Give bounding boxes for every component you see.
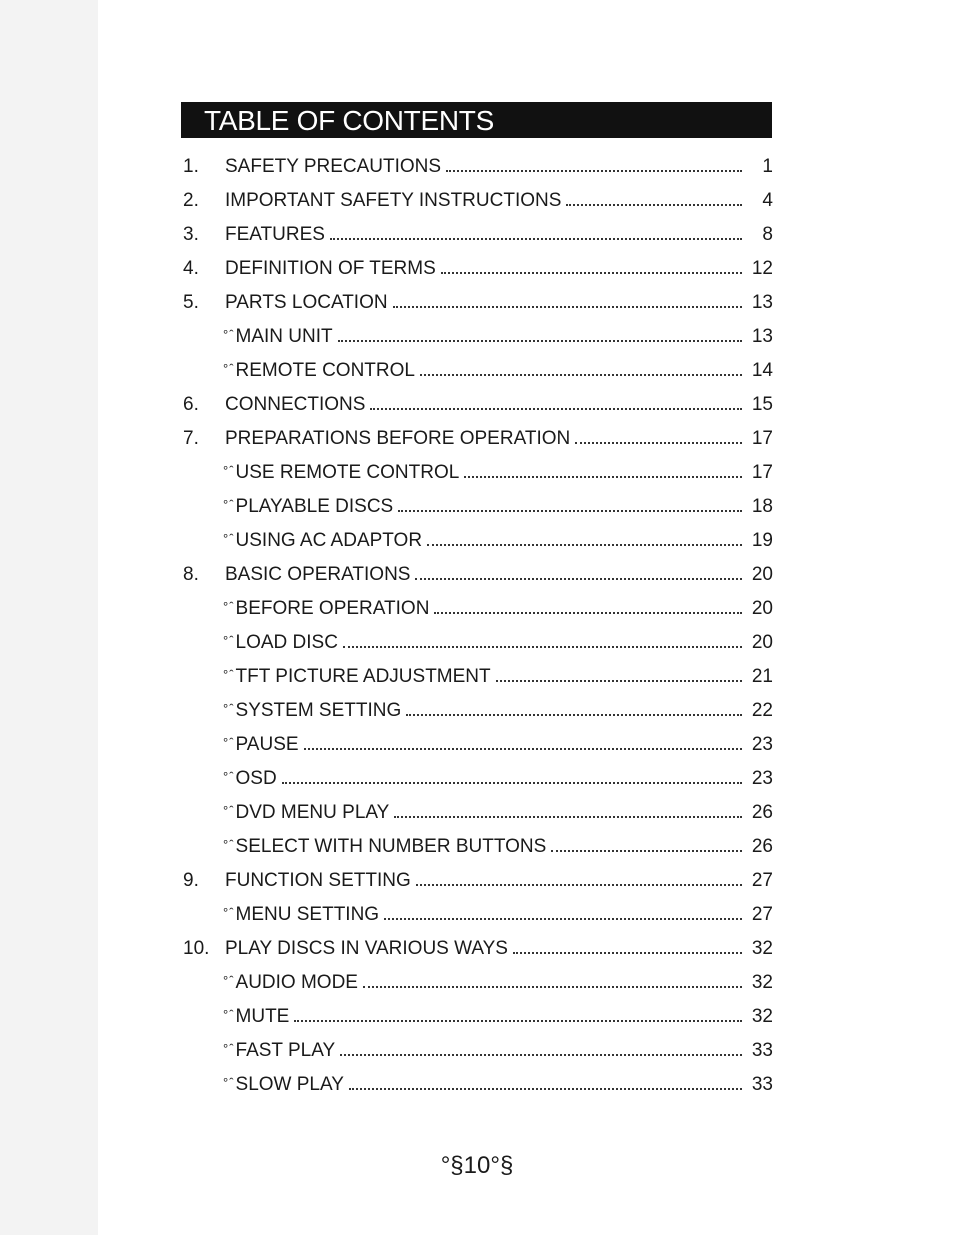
toc-entry-label: PAUSE <box>235 734 299 755</box>
toc-entry-label: SELECT WITH NUMBER BUTTONS <box>235 836 547 857</box>
toc-entry-number: 9. <box>183 870 199 891</box>
toc-entry-number: 1. <box>183 156 199 177</box>
toc-dot-leader <box>398 510 742 512</box>
page-number-footer: °§10°§ <box>440 1152 514 1179</box>
toc-dot-leader <box>370 408 742 410</box>
toc-entry-label: REMOTE CONTROL <box>235 360 415 381</box>
toc-entry[interactable] <box>181 218 773 252</box>
toc-dot-leader <box>340 1054 742 1056</box>
toc-entry-label: IMPORTANT SAFETY INSTRUCTIONS <box>225 190 562 211</box>
toc-entry-label: USE REMOTE CONTROL <box>235 462 460 483</box>
toc-dot-leader <box>464 476 742 478</box>
toc-dot-leader <box>349 1088 742 1090</box>
toc-dot-leader <box>282 782 742 784</box>
toc-header-bar <box>181 102 772 138</box>
toc-dot-leader <box>384 918 742 920</box>
toc-dot-leader <box>363 986 742 988</box>
toc-subentry[interactable] <box>181 524 773 558</box>
toc-entry[interactable] <box>181 184 773 218</box>
toc-bullet: °ˆ <box>223 598 235 614</box>
toc-entry-number: 2. <box>183 190 199 211</box>
toc-entry-page: 19 <box>751 530 773 551</box>
toc-entry-page: 14 <box>751 360 773 381</box>
toc-dot-leader <box>441 272 742 274</box>
toc-dot-leader <box>338 340 742 342</box>
toc-entry-number: 3. <box>183 224 199 245</box>
toc-entry-label: PLAY DISCS IN VARIOUS WAYS <box>225 938 508 959</box>
toc-entry-page: 22 <box>751 700 773 721</box>
toc-subentry[interactable] <box>181 1068 773 1102</box>
toc-entry-label: OSD <box>235 768 277 789</box>
toc-entry[interactable] <box>181 932 773 966</box>
toc-entry-label: DEFINITION OF TERMS <box>225 258 436 279</box>
toc-subentry[interactable] <box>181 354 773 388</box>
toc-entry-number: 10. <box>183 938 210 959</box>
toc-entry-page: 13 <box>751 292 773 313</box>
toc-subentry[interactable] <box>181 830 773 864</box>
toc-dot-leader <box>304 748 742 750</box>
toc-entry-page: 27 <box>751 904 773 925</box>
toc-entry[interactable] <box>181 388 773 422</box>
toc-entry-page: 23 <box>751 768 773 789</box>
toc-entry[interactable] <box>181 864 773 898</box>
toc-entry-label: CONNECTIONS <box>225 394 366 415</box>
toc-entry-label: TFT PICTURE ADJUSTMENT <box>235 666 491 687</box>
toc-subentry[interactable] <box>181 898 773 932</box>
toc-entry-label: MAIN UNIT <box>235 326 333 347</box>
toc-entry-page: 27 <box>751 870 773 891</box>
toc-entry-page: 12 <box>751 258 773 279</box>
toc-entry-page: 33 <box>751 1040 773 1061</box>
toc-list <box>181 150 773 1102</box>
toc-entry-label: PARTS LOCATION <box>225 292 388 313</box>
toc-dot-leader <box>446 170 742 172</box>
toc-entry-page: 26 <box>751 802 773 823</box>
toc-dot-leader <box>434 612 742 614</box>
toc-entry-number: 4. <box>183 258 199 279</box>
toc-dot-leader <box>551 850 742 852</box>
toc-entry[interactable] <box>181 558 773 592</box>
toc-bullet: °ˆ <box>223 768 235 784</box>
toc-entry-label: PREPARATIONS BEFORE OPERATION <box>225 428 571 449</box>
toc-bullet: °ˆ <box>223 802 235 818</box>
toc-subentry[interactable] <box>181 660 773 694</box>
toc-dot-leader <box>343 646 742 648</box>
toc-bullet: °ˆ <box>223 1074 235 1090</box>
toc-subentry[interactable] <box>181 456 773 490</box>
toc-entry-label: BASIC OPERATIONS <box>225 564 411 585</box>
toc-entry-label: SLOW PLAY <box>235 1074 344 1095</box>
toc-entry-page: 8 <box>762 224 773 245</box>
toc-dot-leader <box>330 238 742 240</box>
toc-entry-label: FAST PLAY <box>235 1040 336 1061</box>
scan-margin-shade <box>0 0 98 1235</box>
toc-entry-page: 20 <box>751 632 773 653</box>
toc-subentry[interactable] <box>181 490 773 524</box>
toc-entry-page: 20 <box>751 598 773 619</box>
toc-bullet: °ˆ <box>223 496 235 512</box>
toc-subentry[interactable] <box>181 1000 773 1034</box>
toc-entry-label: SYSTEM SETTING <box>235 700 402 721</box>
toc-subentry[interactable] <box>181 728 773 762</box>
toc-entry-label: DVD MENU PLAY <box>235 802 390 823</box>
toc-dot-leader <box>513 952 742 954</box>
toc-entry[interactable] <box>181 286 773 320</box>
toc-bullet: °ˆ <box>223 1006 235 1022</box>
toc-dot-leader <box>393 306 742 308</box>
toc-dot-leader <box>394 816 742 818</box>
toc-dot-leader <box>420 374 742 376</box>
toc-entry-label: FEATURES <box>225 224 325 245</box>
toc-bullet: °ˆ <box>223 326 235 342</box>
toc-entry[interactable] <box>181 150 773 184</box>
toc-entry-number: 6. <box>183 394 199 415</box>
toc-entry-label: MUTE <box>235 1006 290 1027</box>
toc-bullet: °ˆ <box>223 360 235 376</box>
toc-subentry[interactable] <box>181 626 773 660</box>
toc-entry-page: 32 <box>751 1006 773 1027</box>
toc-entry-page: 26 <box>751 836 773 857</box>
toc-entry-page: 20 <box>751 564 773 585</box>
toc-bullet: °ˆ <box>223 530 235 546</box>
toc-entry-number: 8. <box>183 564 199 585</box>
toc-subentry[interactable] <box>181 320 773 354</box>
toc-dot-leader <box>496 680 742 682</box>
toc-entry-label: AUDIO MODE <box>235 972 358 993</box>
toc-entry-page: 17 <box>751 462 773 483</box>
toc-entry-label: PLAYABLE DISCS <box>235 496 394 517</box>
toc-bullet: °ˆ <box>223 666 235 682</box>
toc-entry-label: FUNCTION SETTING <box>225 870 411 891</box>
toc-bullet: °ˆ <box>223 904 235 920</box>
toc-entry-page: 23 <box>751 734 773 755</box>
toc-bullet: °ˆ <box>223 836 235 852</box>
toc-title: TABLE OF CONTENTS <box>204 105 494 136</box>
toc-entry-page: 18 <box>751 496 773 517</box>
toc-bullet: °ˆ <box>223 632 235 648</box>
toc-entry-label: SAFETY PRECAUTIONS <box>225 156 442 177</box>
toc-dot-leader <box>575 442 742 444</box>
toc-dot-leader <box>294 1020 742 1022</box>
toc-dot-leader <box>406 714 742 716</box>
toc-entry-label: MENU SETTING <box>235 904 380 925</box>
toc-subentry[interactable] <box>181 966 773 1000</box>
toc-dot-leader <box>566 204 742 206</box>
toc-entry-page: 1 <box>762 156 773 177</box>
toc-entry-page: 17 <box>751 428 773 449</box>
toc-subentry[interactable] <box>181 796 773 830</box>
toc-entry-number: 5. <box>183 292 199 313</box>
toc-entry-page: 32 <box>751 938 773 959</box>
toc-subentry[interactable] <box>181 592 773 626</box>
toc-subentry[interactable] <box>181 694 773 728</box>
toc-bullet: °ˆ <box>223 972 235 988</box>
toc-entry-page: 33 <box>751 1074 773 1095</box>
toc-entry[interactable] <box>181 252 773 286</box>
toc-bullet: °ˆ <box>223 734 235 750</box>
toc-entry-label: BEFORE OPERATION <box>235 598 430 619</box>
toc-dot-leader <box>416 884 742 886</box>
toc-entry-number: 7. <box>183 428 199 449</box>
toc-dot-leader <box>427 544 742 546</box>
toc-entry-page: 21 <box>751 666 773 687</box>
toc-entry-label: USING AC ADAPTOR <box>235 530 423 551</box>
toc-entry-page: 15 <box>751 394 773 415</box>
toc-entry-page: 13 <box>751 326 773 347</box>
toc-dot-leader <box>415 578 742 580</box>
toc-entry-page: 4 <box>762 190 773 211</box>
toc-entry-label: LOAD DISC <box>235 632 338 653</box>
toc-bullet: °ˆ <box>223 462 235 478</box>
toc-entry[interactable] <box>181 422 773 456</box>
toc-bullet: °ˆ <box>223 1040 235 1056</box>
toc-entry-page: 32 <box>751 972 773 993</box>
toc-subentry[interactable] <box>181 762 773 796</box>
toc-subentry[interactable] <box>181 1034 773 1068</box>
toc-bullet: °ˆ <box>223 700 235 716</box>
